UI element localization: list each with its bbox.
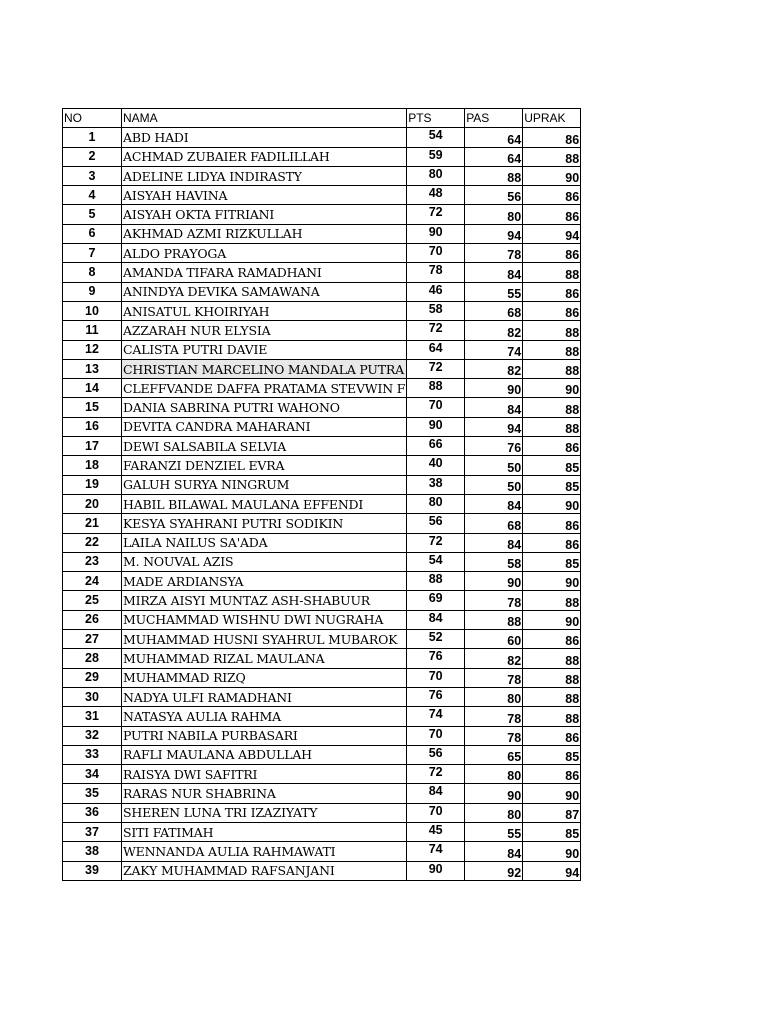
cell-pts[interactable]: 58 xyxy=(407,301,465,320)
cell-nama[interactable]: ADELINE LIDYA INDIRASTY xyxy=(122,166,407,185)
cell-no[interactable]: 8 xyxy=(63,263,122,282)
cell-uprak[interactable]: 88 xyxy=(523,398,581,417)
cell-nama[interactable]: DEVITA CANDRA MAHARANI xyxy=(122,417,407,436)
cell-nama[interactable]: FARANZI DENZIEL EVRA xyxy=(122,456,407,475)
cell-pts[interactable]: 54 xyxy=(407,128,465,147)
cell-uprak[interactable]: 90 xyxy=(523,572,581,591)
cell-no[interactable]: 16 xyxy=(63,417,122,436)
cell-uprak[interactable]: 90 xyxy=(523,494,581,513)
cell-uprak[interactable]: 88 xyxy=(523,321,581,340)
cell-pas[interactable]: 55 xyxy=(465,282,523,301)
cell-nama[interactable]: MUHAMMAD HUSNI SYAHRUL MUBAROK xyxy=(122,630,407,649)
table-row xyxy=(63,842,581,861)
table-row xyxy=(63,205,581,224)
cell-nama[interactable]: KESYA SYAHRANI PUTRI SODIKIN xyxy=(122,514,407,533)
cell-uprak[interactable]: 85 xyxy=(523,475,581,494)
cell-pts[interactable]: 80 xyxy=(407,166,465,185)
cell-pts[interactable]: 48 xyxy=(407,186,465,205)
cell-no[interactable]: 19 xyxy=(63,475,122,494)
table-row xyxy=(63,822,581,841)
cell-uprak[interactable]: 86 xyxy=(523,765,581,784)
cell-pas[interactable]: 60 xyxy=(465,630,523,649)
table-row xyxy=(63,591,581,610)
cell-nama[interactable]: CLEFFVANDE DAFFA PRATAMA STEVWIN F xyxy=(122,379,407,398)
cell-no[interactable]: 33 xyxy=(63,745,122,764)
cell-pts[interactable]: 69 xyxy=(407,591,465,610)
cell-pas[interactable]: 78 xyxy=(465,591,523,610)
cell-no[interactable]: 14 xyxy=(63,379,122,398)
cell-pts[interactable]: 88 xyxy=(407,572,465,591)
cell-pas[interactable]: 56 xyxy=(465,186,523,205)
cell-pas[interactable]: 94 xyxy=(465,417,523,436)
cell-nama[interactable]: ABD HADI xyxy=(122,128,407,147)
cell-no[interactable]: 27 xyxy=(63,630,122,649)
cell-no[interactable]: 9 xyxy=(63,282,122,301)
cell-nama[interactable]: GALUH SURYA NINGRUM xyxy=(122,475,407,494)
cell-uprak[interactable]: 90 xyxy=(523,379,581,398)
cell-pts[interactable]: 54 xyxy=(407,552,465,571)
table-row xyxy=(63,668,581,687)
cell-nama[interactable]: RARAS NUR SHABRINA xyxy=(122,784,407,803)
cell-uprak[interactable]: 86 xyxy=(523,726,581,745)
header-uprak[interactable]: UPRAK xyxy=(523,109,581,128)
cell-pts[interactable]: 72 xyxy=(407,533,465,552)
table-row xyxy=(63,745,581,764)
cell-uprak[interactable]: 88 xyxy=(523,668,581,687)
cell-no[interactable]: 22 xyxy=(63,533,122,552)
table-row xyxy=(63,282,581,301)
cell-uprak[interactable]: 86 xyxy=(523,630,581,649)
cell-pas[interactable]: 88 xyxy=(465,166,523,185)
cell-pts[interactable]: 70 xyxy=(407,668,465,687)
cell-pts[interactable]: 88 xyxy=(407,379,465,398)
cell-no[interactable]: 5 xyxy=(63,205,122,224)
cell-uprak[interactable]: 86 xyxy=(523,244,581,263)
cell-no[interactable]: 3 xyxy=(63,166,122,185)
header-no[interactable]: NO xyxy=(63,109,122,128)
cell-uprak[interactable]: 86 xyxy=(523,301,581,320)
cell-no[interactable]: 36 xyxy=(63,803,122,822)
cell-pas[interactable]: 94 xyxy=(465,224,523,243)
cell-no[interactable]: 4 xyxy=(63,186,122,205)
cell-no[interactable]: 10 xyxy=(63,301,122,320)
cell-uprak[interactable]: 86 xyxy=(523,128,581,147)
cell-pas[interactable]: 84 xyxy=(465,398,523,417)
cell-uprak[interactable]: 94 xyxy=(523,224,581,243)
cell-nama[interactable]: LAILA NAILUS SA'ADA xyxy=(122,533,407,552)
cell-nama[interactable]: RAFLI MAULANA ABDULLAH xyxy=(122,745,407,764)
table-row xyxy=(63,494,581,513)
cell-no[interactable]: 34 xyxy=(63,765,122,784)
cell-pas[interactable]: 78 xyxy=(465,707,523,726)
cell-uprak[interactable]: 85 xyxy=(523,822,581,841)
cell-nama[interactable]: SITI FATIMAH xyxy=(122,822,407,841)
header-pts[interactable]: PTS xyxy=(407,109,465,128)
cell-pts[interactable]: 64 xyxy=(407,340,465,359)
cell-pts[interactable]: 74 xyxy=(407,842,465,861)
cell-uprak[interactable]: 90 xyxy=(523,842,581,861)
cell-nama[interactable]: AZZARAH NUR ELYSIA xyxy=(122,321,407,340)
cell-uprak[interactable]: 86 xyxy=(523,533,581,552)
cell-pts[interactable]: 72 xyxy=(407,359,465,378)
cell-pas[interactable]: 80 xyxy=(465,803,523,822)
cell-pas[interactable]: 64 xyxy=(465,147,523,166)
cell-pas[interactable]: 80 xyxy=(465,765,523,784)
cell-pts[interactable]: 66 xyxy=(407,437,465,456)
cell-uprak[interactable]: 88 xyxy=(523,340,581,359)
cell-pts[interactable]: 84 xyxy=(407,784,465,803)
grades-table xyxy=(62,108,581,881)
cell-uprak[interactable]: 85 xyxy=(523,456,581,475)
cell-pts[interactable]: 78 xyxy=(407,263,465,282)
cell-no[interactable]: 21 xyxy=(63,514,122,533)
cell-uprak[interactable]: 88 xyxy=(523,147,581,166)
cell-pas[interactable]: 80 xyxy=(465,687,523,706)
cell-no[interactable]: 37 xyxy=(63,822,122,841)
cell-pas[interactable]: 90 xyxy=(465,572,523,591)
cell-pts[interactable]: 52 xyxy=(407,630,465,649)
cell-no[interactable]: 15 xyxy=(63,398,122,417)
table-row xyxy=(63,263,581,282)
cell-uprak[interactable]: 88 xyxy=(523,591,581,610)
cell-nama[interactable]: AISYAH HAVINA xyxy=(122,186,407,205)
cell-pas[interactable]: 78 xyxy=(465,726,523,745)
cell-pas[interactable]: 68 xyxy=(465,514,523,533)
cell-uprak[interactable]: 88 xyxy=(523,417,581,436)
cell-pas[interactable]: 64 xyxy=(465,128,523,147)
cell-no[interactable]: 17 xyxy=(63,437,122,456)
table-row xyxy=(63,552,581,571)
cell-nama[interactable]: MIRZA AISYI MUNTAZ ASH-SHABUUR xyxy=(122,591,407,610)
cell-no[interactable]: 13 xyxy=(63,359,122,378)
cell-pts[interactable]: 40 xyxy=(407,456,465,475)
cell-pts[interactable]: 70 xyxy=(407,803,465,822)
cell-pas[interactable]: 74 xyxy=(465,340,523,359)
cell-uprak[interactable]: 85 xyxy=(523,552,581,571)
cell-no[interactable]: 18 xyxy=(63,456,122,475)
cell-nama[interactable]: ACHMAD ZUBAIER FADILILLAH xyxy=(122,147,407,166)
table-row xyxy=(63,301,581,320)
table-row xyxy=(63,630,581,649)
cell-pts[interactable]: 72 xyxy=(407,765,465,784)
cell-pas[interactable]: 82 xyxy=(465,321,523,340)
cell-pas[interactable]: 78 xyxy=(465,668,523,687)
cell-no[interactable]: 11 xyxy=(63,321,122,340)
cell-pas[interactable]: 58 xyxy=(465,552,523,571)
cell-pts[interactable]: 70 xyxy=(407,244,465,263)
table-row xyxy=(63,610,581,629)
cell-no[interactable]: 35 xyxy=(63,784,122,803)
cell-pts[interactable]: 90 xyxy=(407,417,465,436)
cell-pas[interactable]: 55 xyxy=(465,822,523,841)
cell-uprak[interactable]: 86 xyxy=(523,514,581,533)
cell-uprak[interactable]: 90 xyxy=(523,610,581,629)
cell-pts[interactable]: 84 xyxy=(407,610,465,629)
cell-pts[interactable]: 45 xyxy=(407,822,465,841)
header-row xyxy=(63,109,581,128)
table-row xyxy=(63,687,581,706)
cell-nama[interactable]: NADYA ULFI RAMADHANI xyxy=(122,687,407,706)
cell-nama[interactable]: MUHAMMAD RIZAL MAULANA xyxy=(122,649,407,668)
cell-no[interactable]: 39 xyxy=(63,861,122,880)
cell-pas[interactable]: 82 xyxy=(465,649,523,668)
table-row xyxy=(63,398,581,417)
cell-no[interactable]: 6 xyxy=(63,224,122,243)
cell-pts[interactable]: 59 xyxy=(407,147,465,166)
table-row xyxy=(63,166,581,185)
cell-pts[interactable]: 38 xyxy=(407,475,465,494)
cell-uprak[interactable]: 88 xyxy=(523,359,581,378)
table-row xyxy=(63,224,581,243)
cell-nama[interactable]: NATASYA AULIA RAHMA xyxy=(122,707,407,726)
cell-no[interactable]: 24 xyxy=(63,572,122,591)
cell-pts[interactable]: 80 xyxy=(407,494,465,513)
grades-table-body xyxy=(63,109,581,881)
cell-nama[interactable]: DANIA SABRINA PUTRI WAHONO xyxy=(122,398,407,417)
cell-uprak[interactable]: 88 xyxy=(523,707,581,726)
table-row xyxy=(63,128,581,147)
cell-uprak[interactable]: 88 xyxy=(523,649,581,668)
cell-no[interactable]: 2 xyxy=(63,147,122,166)
cell-nama[interactable]: HABIL BILAWAL MAULANA EFFENDI xyxy=(122,494,407,513)
cell-pas[interactable]: 80 xyxy=(465,205,523,224)
cell-uprak[interactable]: 86 xyxy=(523,205,581,224)
cell-uprak[interactable]: 86 xyxy=(523,282,581,301)
cell-nama[interactable]: AISYAH OKTA FITRIANI xyxy=(122,205,407,224)
cell-nama[interactable]: MUHAMMAD RIZQ xyxy=(122,668,407,687)
cell-pts[interactable]: 90 xyxy=(407,224,465,243)
cell-nama[interactable]: ANISATUL KHOIRIYAH xyxy=(122,301,407,320)
table-row xyxy=(63,417,581,436)
cell-no[interactable]: 23 xyxy=(63,552,122,571)
cell-no[interactable]: 12 xyxy=(63,340,122,359)
cell-pts[interactable]: 70 xyxy=(407,726,465,745)
cell-uprak[interactable]: 94 xyxy=(523,861,581,880)
cell-no[interactable]: 7 xyxy=(63,244,122,263)
cell-pts[interactable]: 72 xyxy=(407,205,465,224)
cell-uprak[interactable]: 86 xyxy=(523,437,581,456)
cell-pas[interactable]: 90 xyxy=(465,379,523,398)
header-nama[interactable]: NAMA xyxy=(122,109,407,128)
cell-no[interactable]: 20 xyxy=(63,494,122,513)
table-row xyxy=(63,186,581,205)
cell-pts[interactable]: 76 xyxy=(407,649,465,668)
cell-pas[interactable]: 90 xyxy=(465,784,523,803)
table-row xyxy=(63,707,581,726)
cell-no[interactable]: 25 xyxy=(63,591,122,610)
cell-nama[interactable]: PUTRI NABILA PURBASARI xyxy=(122,726,407,745)
cell-nama[interactable]: ZAKY MUHAMMAD RAFSANJANI xyxy=(122,861,407,880)
cell-nama[interactable]: MADE ARDIANSYA xyxy=(122,572,407,591)
cell-pas[interactable]: 84 xyxy=(465,842,523,861)
cell-pas[interactable]: 76 xyxy=(465,437,523,456)
table-row xyxy=(63,359,581,378)
cell-uprak[interactable]: 87 xyxy=(523,803,581,822)
cell-pas[interactable]: 68 xyxy=(465,301,523,320)
cell-pas[interactable]: 50 xyxy=(465,475,523,494)
cell-no[interactable]: 32 xyxy=(63,726,122,745)
cell-no[interactable]: 30 xyxy=(63,687,122,706)
cell-no[interactable]: 28 xyxy=(63,649,122,668)
cell-pas[interactable]: 84 xyxy=(465,263,523,282)
cell-pts[interactable]: 74 xyxy=(407,707,465,726)
cell-pas[interactable]: 82 xyxy=(465,359,523,378)
table-row xyxy=(63,437,581,456)
cell-pts[interactable]: 46 xyxy=(407,282,465,301)
table-row xyxy=(63,379,581,398)
cell-uprak[interactable]: 86 xyxy=(523,186,581,205)
table-row xyxy=(63,572,581,591)
header-pas[interactable]: PAS xyxy=(465,109,523,128)
cell-pts[interactable]: 72 xyxy=(407,321,465,340)
cell-nama[interactable]: DEWI SALSABILA SELVIA xyxy=(122,437,407,456)
cell-uprak[interactable]: 90 xyxy=(523,784,581,803)
cell-uprak[interactable]: 85 xyxy=(523,745,581,764)
table-row xyxy=(63,340,581,359)
cell-uprak[interactable]: 88 xyxy=(523,263,581,282)
cell-nama[interactable]: ANINDYA DEVIKA SAMAWANA xyxy=(122,282,407,301)
table-row xyxy=(63,244,581,263)
cell-pts[interactable]: 90 xyxy=(407,861,465,880)
table-row xyxy=(63,861,581,880)
cell-no[interactable]: 26 xyxy=(63,610,122,629)
table-row xyxy=(63,456,581,475)
cell-nama[interactable]: CALISTA PUTRI DAVIE xyxy=(122,340,407,359)
table-row xyxy=(63,321,581,340)
cell-pts[interactable]: 56 xyxy=(407,745,465,764)
table-row xyxy=(63,765,581,784)
cell-pas[interactable]: 65 xyxy=(465,745,523,764)
cell-nama[interactable]: ALDO PRAYOGA xyxy=(122,244,407,263)
table-row xyxy=(63,147,581,166)
table-row xyxy=(63,649,581,668)
table-row xyxy=(63,533,581,552)
cell-pts[interactable]: 76 xyxy=(407,687,465,706)
table-row xyxy=(63,726,581,745)
cell-nama[interactable]: AKHMAD AZMI RIZKULLAH xyxy=(122,224,407,243)
cell-pas[interactable]: 84 xyxy=(465,533,523,552)
cell-nama[interactable]: CHRISTIAN MARCELINO MANDALA PUTRA xyxy=(122,359,407,378)
table-row xyxy=(63,475,581,494)
table-row xyxy=(63,514,581,533)
table-row xyxy=(63,803,581,822)
cell-pas[interactable]: 84 xyxy=(465,494,523,513)
cell-pas[interactable]: 50 xyxy=(465,456,523,475)
cell-nama[interactable]: SHEREN LUNA TRI IZAZIYATY xyxy=(122,803,407,822)
cell-nama[interactable]: AMANDA TIFARA RAMADHANI xyxy=(122,263,407,282)
cell-no[interactable]: 1 xyxy=(63,128,122,147)
cell-uprak[interactable]: 88 xyxy=(523,687,581,706)
cell-pts[interactable]: 70 xyxy=(407,398,465,417)
cell-uprak[interactable]: 90 xyxy=(523,166,581,185)
cell-no[interactable]: 29 xyxy=(63,668,122,687)
cell-pas[interactable]: 92 xyxy=(465,861,523,880)
cell-pas[interactable]: 88 xyxy=(465,610,523,629)
cell-nama[interactable]: WENNANDA AULIA RAHMAWATI xyxy=(122,842,407,861)
table-row xyxy=(63,784,581,803)
cell-nama[interactable]: M. NOUVAL AZIS xyxy=(122,552,407,571)
cell-no[interactable]: 31 xyxy=(63,707,122,726)
cell-nama[interactable]: MUCHAMMAD WISHNU DWI NUGRAHA xyxy=(122,610,407,629)
cell-pas[interactable]: 78 xyxy=(465,244,523,263)
cell-pts[interactable]: 56 xyxy=(407,514,465,533)
cell-no[interactable]: 38 xyxy=(63,842,122,861)
cell-nama[interactable]: RAISYA DWI SAFITRI xyxy=(122,765,407,784)
